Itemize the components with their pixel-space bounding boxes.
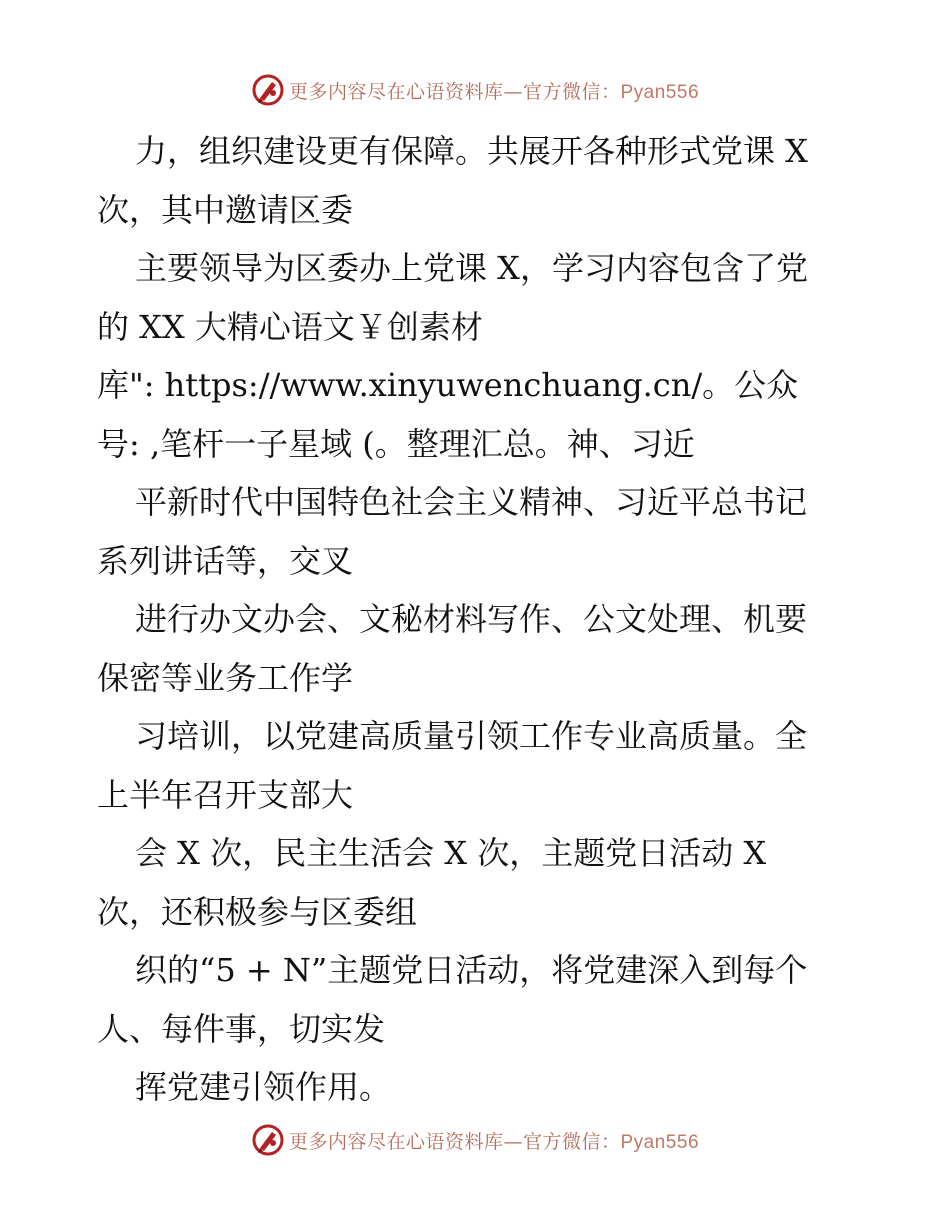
text-line-4: 的 XX 大精心语文￥创素材 [97, 307, 483, 346]
text-line-2: 次，其中邀请区委 [97, 190, 354, 229]
text-line-11: 习培训，以党建高质量引领工作专业高质量。全 [135, 717, 808, 755]
pen-circle-logo-icon [251, 1123, 285, 1157]
text-line-1: 力，组织建设更有保障。共展开各种形式党课 X [135, 132, 808, 170]
footer-banner [0, 1122, 950, 1158]
text-line-6: 号: ,笔杆一子星域 (。整理汇总。神、习近 [97, 424, 695, 463]
pen-circle-logo-icon [251, 73, 285, 107]
text-line-3: 主要领导为区委办上党课 X，学习内容包含了党 [135, 249, 808, 287]
text-line-12: 上半年召开支部大 [97, 775, 354, 814]
footer-banner-handle: Pyan556 [620, 1131, 700, 1153]
text-line-9: 进行办文办会、文秘材料写作、公文处理、机要 [135, 600, 808, 638]
header-banner-text: 更多内容尽在心语资料库—官方微信：Pyan556 [288, 80, 700, 103]
header-banner [0, 72, 950, 108]
text-line-8: 系列讲话等，交叉 [97, 541, 354, 580]
text-line-10: 保密等业务工作学 [97, 658, 354, 697]
text-line-16: 人、每件事，切实发 [97, 1009, 386, 1048]
text-line-13: 会 X 次，民主生活会 X 次，主题党日活动 X [135, 834, 767, 872]
text-line-5: 库": https://www.xinyuwenchuang.cn/。公众 [97, 366, 799, 404]
text-line-15: 织的“5 + N”主题党日活动，将党建深入到每个 [135, 951, 808, 989]
text-line-7: 平新时代中国特色社会主义精神、习近平总书记 [135, 483, 808, 521]
footer-banner-text: 更多内容尽在心语资料库—官方微信：Pyan556 [288, 1130, 700, 1153]
document-body [97, 122, 857, 1117]
header-banner-handle: Pyan556 [620, 81, 700, 103]
text-line-17: 挥党建引领作用。 [135, 1068, 392, 1106]
text-line-14: 次，还积极参与区委组 [97, 892, 418, 931]
